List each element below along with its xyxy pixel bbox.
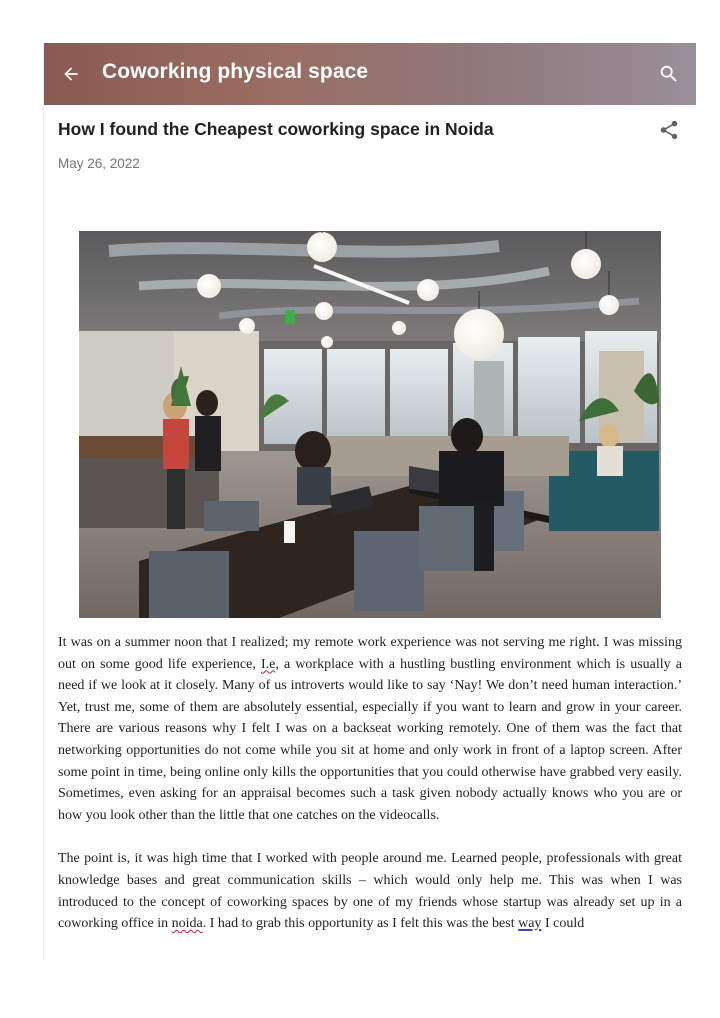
post-title: How I found the Cheapest coworking space in Noida <box>58 119 494 139</box>
share-icon <box>658 119 680 141</box>
search-icon <box>658 63 680 85</box>
paragraph-1 <box>58 632 682 826</box>
post-body <box>58 632 682 957</box>
share-button[interactable] <box>658 119 682 143</box>
spellcheck-word-ie: I.e <box>260 656 276 672</box>
paragraph-2 <box>58 848 682 934</box>
article-page <box>44 43 696 960</box>
spellcheck-word-noida: noida <box>171 916 203 932</box>
paragraph-1-text-a: It was on a summer noon that I realized; my remote work experience was not serving me right. I was missing out on some good life experience, <box>58 635 682 672</box>
paragraph-2-text-a: The point is, it was high time that I worked with people around me. Learned people, professionals with great knowledge bases and great communication skills – which would only help me. This was when I was introduced to the concept of coworking spaces by one of my friends whose startup was already set up in a coworking office in <box>58 851 682 932</box>
post-date: May 26, 2022 <box>58 156 140 171</box>
grammar-word-way: way <box>518 916 542 932</box>
app-bar-title: Coworking physical space <box>102 60 369 83</box>
paragraph-1-text-b: , a workplace with a hustling bustling environment which is usually a need if we look at it closely. Many of us introverts would like to say ‘Nay! We don’t need human interaction.’ Yet, trust me, some of them are absolutely essential, especially if you want to learn and grow in your career. There are various reasons why I felt I was on a backseat working remotely. One of them was the fact that networking opportunities do not come while you sit at home and only work in front of a laptop screen. After some point in time, being online only kills the opportunities that you could otherwise have grabbed very easily. Sometimes, even asking for an appraisal becomes such a task given nobody actually knows who you are or how you look other than the little that one catches on the videocalls. <box>58 656 682 823</box>
app-bar <box>44 43 696 105</box>
search-button[interactable] <box>656 61 682 87</box>
back-button[interactable] <box>56 59 86 89</box>
paragraph-2-text-b: . I had to grab this opportunity as I felt this was the best <box>202 916 519 932</box>
paragraph-2-text-c: I could <box>541 916 585 932</box>
coworking-office-photo <box>79 231 661 618</box>
arrow-left-icon <box>61 64 81 84</box>
